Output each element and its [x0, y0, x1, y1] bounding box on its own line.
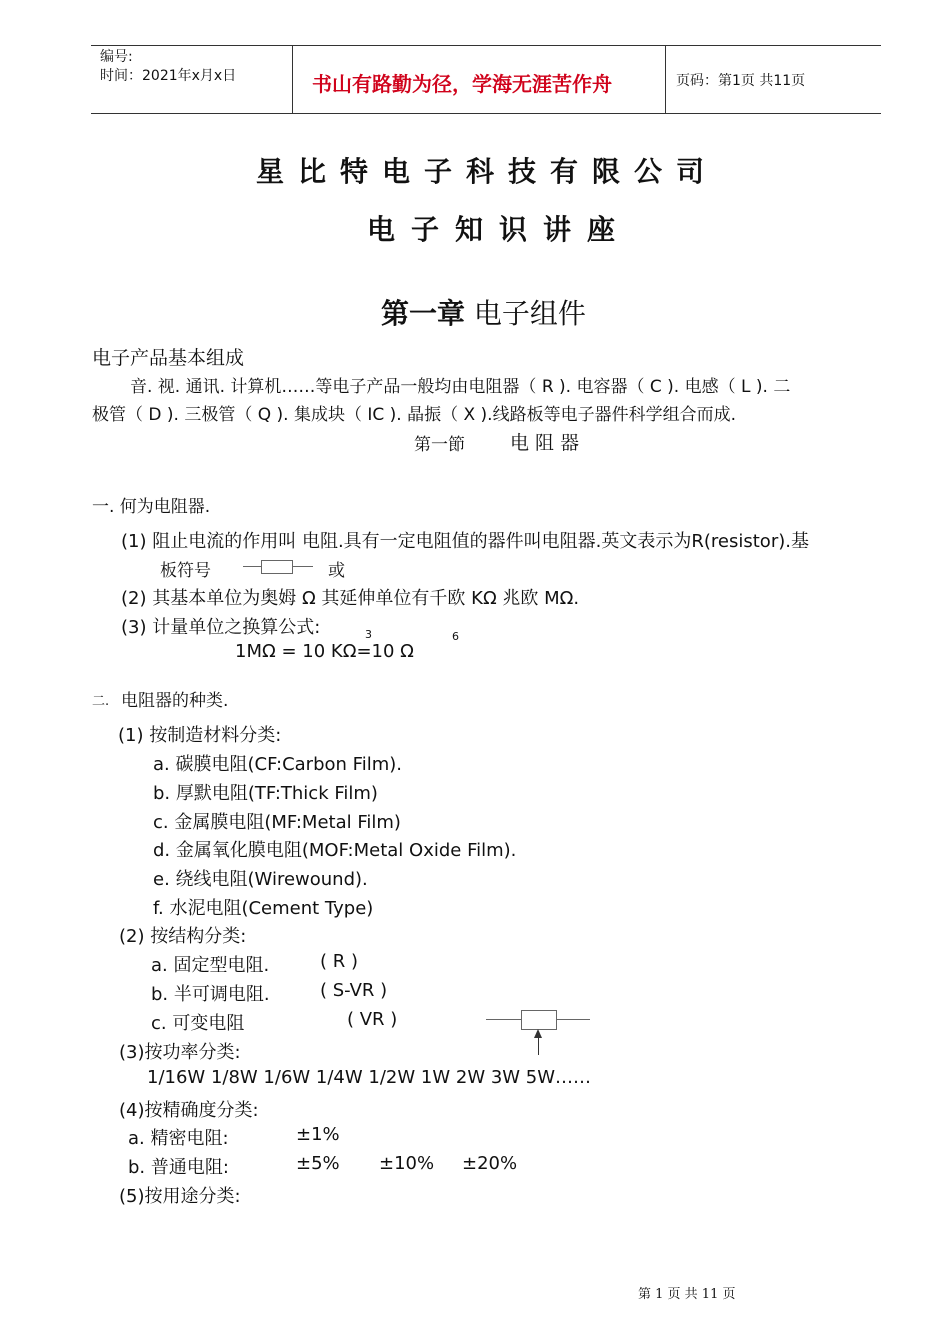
structure-item-name: b. 半可调电阻. — [151, 984, 270, 1005]
header-divider-right — [665, 45, 666, 113]
part2-heading: 电阻器的种类. — [121, 691, 229, 711]
part1-item3: (3) 计量单位之换算公式: — [121, 617, 321, 638]
structure-item-code: ( VR ) — [347, 1009, 398, 1030]
precision-value: ±1% — [296, 1124, 340, 1145]
part1-item1-line2-prefix: 板符号 — [160, 561, 211, 581]
part1-item1-line1: (1) 阻止电流的作用叫 电阻.具有一定电阻值的器件叫电阻器.英文表示为R(resistor).基 — [121, 531, 809, 552]
header-divider-left — [292, 45, 293, 113]
intro-line-2: 极管（ D ). 三极管（ Q ). 集成块（ IC ). 晶振（ X ).线路板等电子器件科学组合而成. — [92, 405, 736, 425]
material-item: b. 厚默电阻(TF:Thick Film) — [153, 783, 378, 804]
part1-heading: 一. 何为电阻器. — [92, 497, 211, 517]
precision-value: ±20% — [462, 1153, 518, 1174]
structure-item-name: a. 固定型电阻. — [151, 955, 270, 976]
material-item: c. 金属膜电阻(MF:Metal Film) — [153, 812, 401, 833]
precision-heading: (4)按精确度分类: — [119, 1100, 259, 1121]
footer-page-number: 第 1 页 共 11 页 — [638, 1287, 736, 1302]
material-item: e. 绕线电阻(Wirewound). — [153, 869, 368, 890]
usage-heading: (5)按用途分类: — [119, 1186, 241, 1207]
chapter-name: 电子组件 — [473, 297, 586, 330]
precision-row-name: b. 普通电阻: — [128, 1157, 229, 1178]
material-item: d. 金属氧化膜电阻(MOF:Metal Oxide Film). — [153, 840, 517, 861]
intro-line-1: 音. 视. 通讯. 计算机……等电子产品一般均由电阻器（ R ). 电容器（ C ). 电感（ L ). 二 — [130, 377, 791, 397]
precision-value: ±5% — [296, 1153, 340, 1174]
header-top-rule — [91, 45, 881, 46]
part1-item2: (2) 其基本单位为奥姆 Ω 其延伸单位有千欧 KΩ 兆欧 MΩ. — [121, 588, 580, 609]
precision-row-name: a. 精密电阻: — [128, 1128, 229, 1149]
header-page-info: 页码：第1页 共11页 — [676, 73, 806, 89]
header-motto: 书山有路勤为径，学海无涯苦作舟 — [312, 72, 612, 96]
chapter-title — [381, 292, 586, 332]
company-title: 星比特电子科技有限公司 — [256, 155, 719, 188]
part2-heading-number: 二. — [92, 694, 110, 709]
section-title: 电 阻 器 — [510, 432, 580, 454]
material-item: f. 水泥电阻(Cement Type) — [153, 898, 374, 919]
header-time-label: 时间：2021年x月x日 — [100, 68, 237, 84]
formula-exponent-6: 6 — [452, 630, 459, 643]
structure-item-code: ( S-VR ) — [320, 980, 388, 1001]
material-item: a. 碳膜电阻(CF:Carbon Film). — [153, 754, 402, 775]
formula: 1MΩ = 10 KΩ=10 Ω — [235, 641, 414, 662]
precision-value: ±10% — [379, 1153, 435, 1174]
part1-item1-line2-suffix: 或 — [328, 561, 345, 581]
structure-item-name: c. 可变电阻 — [151, 1013, 245, 1034]
structure-heading: (2) 按结构分类: — [119, 926, 247, 947]
material-heading: (1) 按制造材料分类: — [118, 725, 282, 746]
power-values: 1/16W 1/8W 1/6W 1/4W 1/2W 1W 2W 3W 5W…… — [147, 1067, 592, 1088]
structure-item-code: ( R ) — [320, 951, 358, 972]
intro-heading: 电子产品基本组成 — [92, 347, 245, 369]
section-label: 第一節 — [414, 435, 465, 455]
formula-exponent-3: 3 — [365, 628, 372, 641]
header-bottom-rule — [91, 113, 881, 114]
lecture-title: 电子知识讲座 — [367, 213, 632, 246]
header-number-label: 编号: — [100, 49, 133, 65]
chapter-number: 第一章 — [381, 297, 466, 330]
power-heading: (3)按功率分类: — [119, 1042, 241, 1063]
